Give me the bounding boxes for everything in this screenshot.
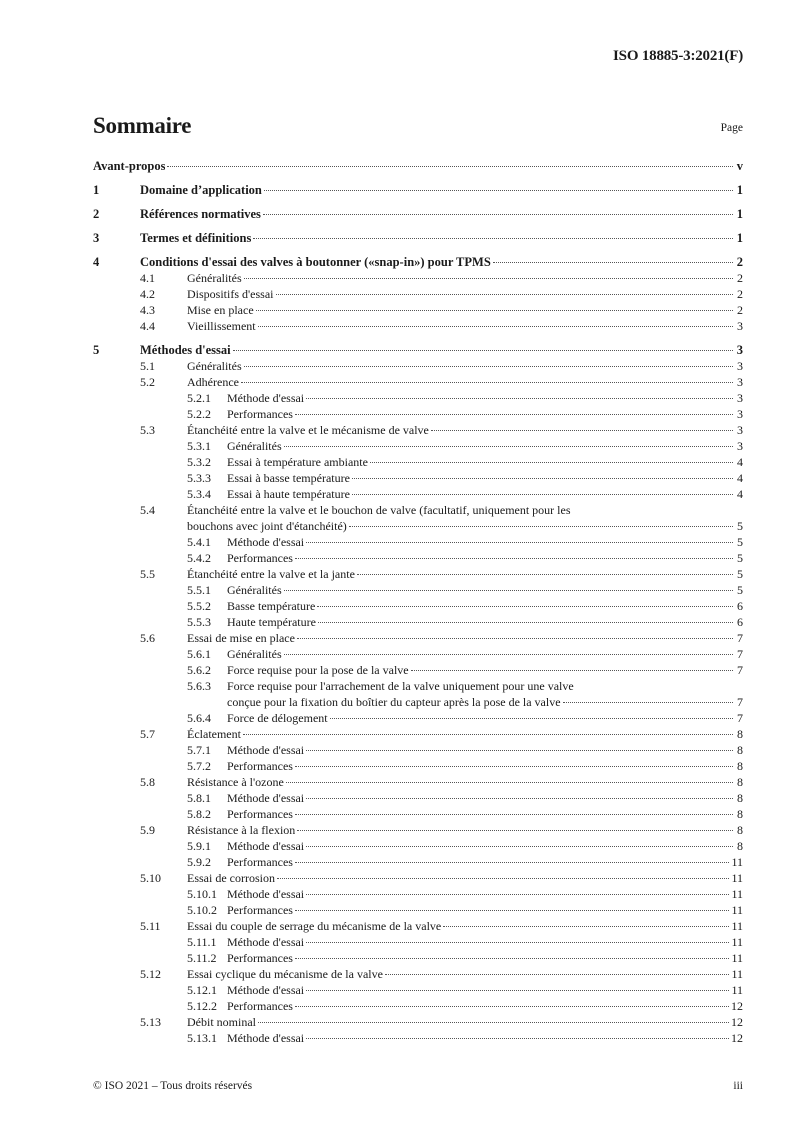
- dot-leader: [306, 942, 729, 943]
- dot-leader: [306, 846, 733, 847]
- toc-entry-label-continuation: conçue pour la fixation du boîtier du capteur après la pose de la valve: [227, 695, 561, 709]
- toc-entry[interactable]: [93, 790, 743, 806]
- dot-leader: [284, 446, 733, 447]
- dot-leader: [286, 782, 733, 783]
- toc-entry-label: Essai à température ambiante: [227, 455, 368, 469]
- toc-entry-number: 5.7.1: [187, 743, 211, 757]
- toc-entry-number: 5.5.3: [187, 615, 211, 629]
- toc-entry[interactable]: [93, 838, 743, 854]
- dot-leader: [563, 702, 733, 703]
- toc-entry-page: 6: [737, 615, 743, 629]
- toc-entry-number: 5.13: [140, 1015, 161, 1029]
- toc-entry-number: 5.9.2: [187, 855, 211, 869]
- dot-leader: [295, 958, 729, 959]
- toc-entry-number: 5.11: [140, 919, 161, 933]
- toc-entry-number: 5.10.1: [187, 887, 217, 901]
- toc-entry-page: 4: [737, 487, 743, 501]
- dot-leader: [306, 894, 729, 895]
- toc-entry-label: Vieillissement: [187, 319, 256, 333]
- dot-leader: [243, 734, 733, 735]
- dot-leader: [256, 310, 733, 311]
- toc-entry-number: 5.9.1: [187, 839, 211, 853]
- toc-entry-page: 2: [736, 255, 743, 269]
- toc-entry-page: 5: [737, 567, 743, 581]
- toc-entry-number: 5.7.2: [187, 759, 211, 773]
- toc-entry-number: 4.1: [140, 271, 155, 285]
- toc-entry-number: 5.4.2: [187, 551, 211, 565]
- toc-entry-label: Avant-propos: [93, 159, 166, 173]
- toc-entry-label: Essai du couple de serrage du mécanisme de la valve: [187, 919, 442, 933]
- toc-entry-label: Généralités: [227, 647, 282, 661]
- toc-entry-number: 5.3.3: [187, 471, 211, 485]
- dot-leader: [295, 814, 733, 815]
- toc-entry-label: Performances: [227, 855, 293, 869]
- toc-entry-label: Adhérence: [187, 375, 239, 389]
- toc-entry[interactable]: [93, 742, 743, 758]
- dot-leader: [411, 670, 733, 671]
- toc-entry-label: Débit nominal: [187, 1015, 256, 1029]
- toc-entry[interactable]: [93, 406, 743, 422]
- dot-leader: [431, 430, 733, 431]
- toc-entry-label: Essai de mise en place: [187, 631, 295, 645]
- dot-leader: [493, 262, 733, 263]
- toc-entry[interactable]: [93, 582, 743, 598]
- dot-leader: [167, 166, 733, 167]
- toc-entry-label: Résistance à l'ozone: [187, 775, 284, 789]
- dot-leader: [295, 558, 733, 559]
- toc-entry-label: Performances: [227, 903, 293, 917]
- toc-entry[interactable]: [93, 870, 743, 886]
- toc-entry-label: Généralités: [227, 583, 282, 597]
- table-of-contents: [93, 158, 743, 1046]
- toc-entry[interactable]: [93, 230, 743, 246]
- toc-entry-page: 8: [737, 759, 743, 773]
- page-number: iii: [733, 1080, 743, 1092]
- toc-entry-label: Méthode d'essai: [227, 839, 305, 853]
- toc-entry-label: Basse température: [227, 599, 316, 613]
- toc-entry-number: 5.10.2: [187, 903, 217, 917]
- toc-entry[interactable]: [93, 270, 743, 286]
- toc-entry[interactable]: [93, 302, 743, 318]
- toc-entry-label: Performances: [227, 807, 293, 821]
- toc-entry-number: 5.8.1: [187, 791, 211, 805]
- toc-entry-page: 8: [737, 727, 743, 741]
- toc-entry-number: 5.4: [140, 503, 155, 517]
- toc-entry-page: 2: [737, 303, 743, 317]
- toc-entry-page: 11: [731, 855, 743, 869]
- toc-entry-number: 5.6.4: [187, 711, 211, 725]
- toc-entry-label: Performances: [227, 551, 293, 565]
- dot-leader: [264, 190, 733, 191]
- toc-entry-number: 5.2.2: [187, 407, 211, 421]
- toc-entry-page: 2: [737, 271, 743, 285]
- toc-entry-number: 5.7: [140, 727, 155, 741]
- toc-entry-label: Performances: [227, 407, 293, 421]
- toc-entry-page: 3: [736, 343, 743, 357]
- toc-entry-label: Performances: [227, 999, 293, 1013]
- dot-leader: [443, 926, 729, 927]
- toc-entry[interactable]: [93, 286, 743, 302]
- dot-leader: [297, 638, 733, 639]
- toc-entry-number: 5.6.2: [187, 663, 211, 677]
- toc-entry-label: Généralités: [187, 359, 242, 373]
- toc-entry-number: 5.2.1: [187, 391, 211, 405]
- toc-entry-page: 1: [736, 207, 743, 221]
- toc-entry[interactable]: [93, 854, 743, 870]
- toc-entry-number: 2: [93, 207, 100, 221]
- toc-entry-page: 1: [736, 183, 743, 197]
- toc-entry[interactable]: [93, 1014, 743, 1030]
- toc-entry-page: 2: [737, 287, 743, 301]
- toc-entry-label: Méthode d'essai: [227, 887, 305, 901]
- dot-leader: [385, 974, 730, 975]
- toc-entry[interactable]: [93, 614, 743, 630]
- toc-entry[interactable]: [93, 342, 743, 358]
- toc-entry-number: 5.12.1: [187, 983, 217, 997]
- dot-leader: [263, 214, 733, 215]
- toc-entry-label: Méthode d'essai: [227, 743, 305, 757]
- toc-entry-number: 5: [93, 343, 100, 357]
- toc-entry-label: Généralités: [227, 439, 282, 453]
- dot-leader: [241, 382, 733, 383]
- toc-entry-label: Essai cyclique du mécanisme de la valve: [187, 967, 383, 981]
- copyright-notice: © ISO 2021 – Tous droits réservés: [93, 1080, 253, 1092]
- toc-entry[interactable]: [93, 550, 743, 566]
- toc-entry[interactable]: [93, 438, 743, 454]
- toc-entry[interactable]: [93, 646, 743, 662]
- dot-leader: [258, 1022, 729, 1023]
- toc-entry-number: 5.5: [140, 567, 155, 581]
- toc-entry-page: 11: [731, 903, 743, 917]
- dot-leader: [295, 862, 729, 863]
- document-id: ISO 18885-3:2021(F): [613, 48, 743, 64]
- dot-leader: [297, 830, 733, 831]
- toc-entry-page: 8: [737, 775, 743, 789]
- dot-leader: [295, 766, 733, 767]
- toc-entry-page: 11: [731, 919, 743, 933]
- toc-entry-page: 4: [737, 455, 743, 469]
- dot-leader: [284, 654, 733, 655]
- toc-entry-number: 3: [93, 231, 100, 245]
- toc-entry[interactable]: [93, 934, 743, 950]
- toc-entry-label: Méthode d'essai: [227, 791, 305, 805]
- toc-entry-number: 5.3.2: [187, 455, 211, 469]
- toc-entry[interactable]: [93, 470, 743, 486]
- toc-entry[interactable]: [93, 182, 743, 198]
- toc-entry-number: 5.10: [140, 871, 161, 885]
- toc-entry[interactable]: [93, 758, 743, 774]
- toc-entry-label: Performances: [227, 951, 293, 965]
- toc-entry-page: 3: [737, 319, 743, 333]
- toc-entry-label: Étanchéité entre la valve et le bouchon de valve (facultatif, uniquement pour les: [187, 503, 571, 517]
- toc-entry[interactable]: [93, 318, 743, 334]
- toc-entry-number: 5.1: [140, 359, 155, 373]
- toc-entry[interactable]: [93, 254, 743, 270]
- toc-entry-number: 5.6.3: [187, 679, 211, 693]
- dot-leader: [306, 1038, 729, 1039]
- toc-entry[interactable]: [93, 502, 743, 518]
- toc-entry[interactable]: [93, 374, 743, 390]
- toc-entry-label: Mise en place: [187, 303, 254, 317]
- toc-entry-page: 7: [737, 663, 743, 677]
- toc-entry[interactable]: [93, 806, 743, 822]
- toc-entry[interactable]: [93, 422, 743, 438]
- toc-entry-label: Méthode d'essai: [227, 391, 305, 405]
- toc-entry-number: 4: [93, 255, 100, 269]
- toc-entry-label: Références normatives: [140, 207, 261, 221]
- dot-leader: [258, 326, 733, 327]
- dot-leader: [352, 494, 733, 495]
- dot-leader: [284, 590, 733, 591]
- dot-leader: [277, 878, 729, 879]
- toc-entry-label: Méthodes d'essai: [140, 343, 231, 357]
- toc-entry-continuation[interactable]: [93, 518, 743, 534]
- toc-entry[interactable]: [93, 982, 743, 998]
- toc-entry-page: 8: [737, 807, 743, 821]
- toc-entry-number: 5.11.1: [187, 935, 217, 949]
- toc-entry-label-continuation: bouchons avec joint d'étanchéité): [187, 519, 347, 533]
- toc-entry-label: Essai à haute température: [227, 487, 350, 501]
- toc-entry-label: Essai de corrosion: [187, 871, 275, 885]
- dot-leader: [317, 606, 733, 607]
- toc-entry-page: 3: [737, 375, 743, 389]
- toc-entry[interactable]: [93, 902, 743, 918]
- toc-entry-number: 4.3: [140, 303, 155, 317]
- toc-entry[interactable]: [93, 598, 743, 614]
- toc-entry-number: 5.4.1: [187, 535, 211, 549]
- toc-entry[interactable]: [93, 1030, 743, 1046]
- toc-entry-page: 3: [737, 439, 743, 453]
- toc-entry[interactable]: [93, 918, 743, 934]
- toc-entry-number: 4.2: [140, 287, 155, 301]
- toc-entry[interactable]: [93, 726, 743, 742]
- toc-entry-page: 12: [731, 1015, 743, 1029]
- dot-leader: [244, 366, 733, 367]
- toc-entry-page: 3: [737, 423, 743, 437]
- dot-leader: [253, 238, 733, 239]
- toc-entry-number: 4.4: [140, 319, 155, 333]
- dot-leader: [349, 526, 733, 527]
- toc-entry-label: Force requise pour la pose de la valve: [227, 663, 409, 677]
- dot-leader: [306, 750, 733, 751]
- toc-entry-number: 5.3.4: [187, 487, 211, 501]
- toc-entry-page: 5: [737, 583, 743, 597]
- toc-entry-page: 3: [737, 391, 743, 405]
- dot-leader: [330, 718, 733, 719]
- toc-entry-page: 5: [737, 535, 743, 549]
- page-title: Sommaire: [93, 113, 192, 138]
- dot-leader: [276, 294, 734, 295]
- toc-entry-label: Dispositifs d'essai: [187, 287, 274, 301]
- page-column-label: Page: [720, 122, 743, 134]
- toc-entry-number: 5.12: [140, 967, 161, 981]
- toc-entry-number: 5.8: [140, 775, 155, 789]
- toc-entry-label: Méthode d'essai: [227, 983, 305, 997]
- toc-entry-page: 7: [737, 695, 743, 709]
- toc-entry-page: 6: [737, 599, 743, 613]
- toc-entry-page: 11: [731, 951, 743, 965]
- toc-entry[interactable]: [93, 774, 743, 790]
- toc-entry[interactable]: [93, 158, 743, 174]
- toc-entry-label: Conditions d'essai des valves à boutonner («snap-in») pour TPMS: [140, 255, 491, 269]
- toc-entry-number: 5.3: [140, 423, 155, 437]
- toc-entry[interactable]: [93, 454, 743, 470]
- toc-entry[interactable]: [93, 390, 743, 406]
- dot-leader: [295, 1006, 729, 1007]
- toc-entry[interactable]: [93, 662, 743, 678]
- toc-entry-label: Éclatement: [187, 727, 241, 741]
- toc-entry-label: Étanchéité entre la valve et le mécanisme de valve: [187, 423, 429, 437]
- toc-entry-page: 8: [737, 791, 743, 805]
- toc-entry-number: 5.5.2: [187, 599, 211, 613]
- toc-entry[interactable]: [93, 822, 743, 838]
- toc-entry-continuation[interactable]: [93, 694, 743, 710]
- toc-entry-page: 12: [731, 999, 743, 1013]
- toc-entry-label: Étanchéité entre la valve et la jante: [187, 567, 355, 581]
- toc-entry[interactable]: [93, 486, 743, 502]
- toc-entry-label: Haute température: [227, 615, 316, 629]
- dot-leader: [233, 350, 733, 351]
- toc-entry-label: Essai à basse température: [227, 471, 350, 485]
- toc-entry-page: 3: [737, 359, 743, 373]
- toc-entry-number: 5.9: [140, 823, 155, 837]
- toc-entry-label: Domaine d’application: [140, 183, 262, 197]
- toc-entry-number: 1: [93, 183, 100, 197]
- dot-leader: [306, 990, 729, 991]
- toc-entry-number: 5.6.1: [187, 647, 211, 661]
- toc-entry-number: 5.13.1: [187, 1031, 217, 1045]
- toc-entry-page: 11: [731, 871, 743, 885]
- toc-entry-page: 11: [731, 983, 743, 997]
- toc-entry-page: 7: [737, 647, 743, 661]
- toc-entry-page: 8: [737, 839, 743, 853]
- toc-entry[interactable]: [93, 886, 743, 902]
- toc-entry-page: 5: [737, 551, 743, 565]
- toc-entry-page: 5: [737, 519, 743, 533]
- toc-entry-number: 5.6: [140, 631, 155, 645]
- toc-entry[interactable]: [93, 206, 743, 222]
- toc-entry[interactable]: [93, 950, 743, 966]
- dot-leader: [244, 278, 733, 279]
- dot-leader: [295, 414, 733, 415]
- toc-entry-page: 3: [737, 407, 743, 421]
- toc-entry-page: v: [736, 159, 743, 173]
- dot-leader: [306, 542, 733, 543]
- dot-leader: [306, 798, 733, 799]
- toc-entry[interactable]: [93, 358, 743, 374]
- toc-entry-label: Termes et définitions: [140, 231, 252, 245]
- dot-leader: [352, 478, 733, 479]
- toc-entry-label: Généralités: [187, 271, 242, 285]
- toc-entry-page: 11: [731, 935, 743, 949]
- toc-entry-label: Méthode d'essai: [227, 935, 305, 949]
- toc-entry-page: 7: [737, 631, 743, 645]
- toc-entry[interactable]: [93, 998, 743, 1014]
- toc-header: [93, 113, 743, 143]
- toc-entry[interactable]: [93, 710, 743, 726]
- toc-entry[interactable]: [93, 534, 743, 550]
- toc-entry-page: 8: [737, 823, 743, 837]
- toc-entry-number: 5.8.2: [187, 807, 211, 821]
- toc-entry-page: 8: [737, 743, 743, 757]
- toc-entry-label: Méthode d'essai: [227, 1031, 305, 1045]
- toc-entry-page: 11: [731, 887, 743, 901]
- toc-entry[interactable]: [93, 566, 743, 582]
- toc-entry-number: 5.5.1: [187, 583, 211, 597]
- toc-entry[interactable]: [93, 966, 743, 982]
- toc-entry-label: Performances: [227, 759, 293, 773]
- dot-leader: [357, 574, 733, 575]
- toc-entry-page: 4: [737, 471, 743, 485]
- toc-entry-page: 7: [737, 711, 743, 725]
- toc-entry[interactable]: [93, 678, 743, 694]
- dot-leader: [370, 462, 733, 463]
- toc-entry-page: 11: [731, 967, 743, 981]
- toc-entry-number: 5.3.1: [187, 439, 211, 453]
- dot-leader: [295, 910, 729, 911]
- toc-entry-number: 5.12.2: [187, 999, 217, 1013]
- toc-entry-number: 5.2: [140, 375, 155, 389]
- toc-entry-label: Force de délogement: [227, 711, 328, 725]
- toc-entry[interactable]: [93, 630, 743, 646]
- toc-entry-page: 1: [736, 231, 743, 245]
- toc-entry-page: 12: [731, 1031, 743, 1045]
- dot-leader: [318, 622, 733, 623]
- dot-leader: [306, 398, 733, 399]
- toc-entry-label: Force requise pour l'arrachement de la valve uniquement pour une valve: [227, 679, 574, 693]
- toc-entry-number: 5.11.2: [187, 951, 217, 965]
- toc-entry-label: Résistance à la flexion: [187, 823, 296, 837]
- toc-entry-label: Méthode d'essai: [227, 535, 305, 549]
